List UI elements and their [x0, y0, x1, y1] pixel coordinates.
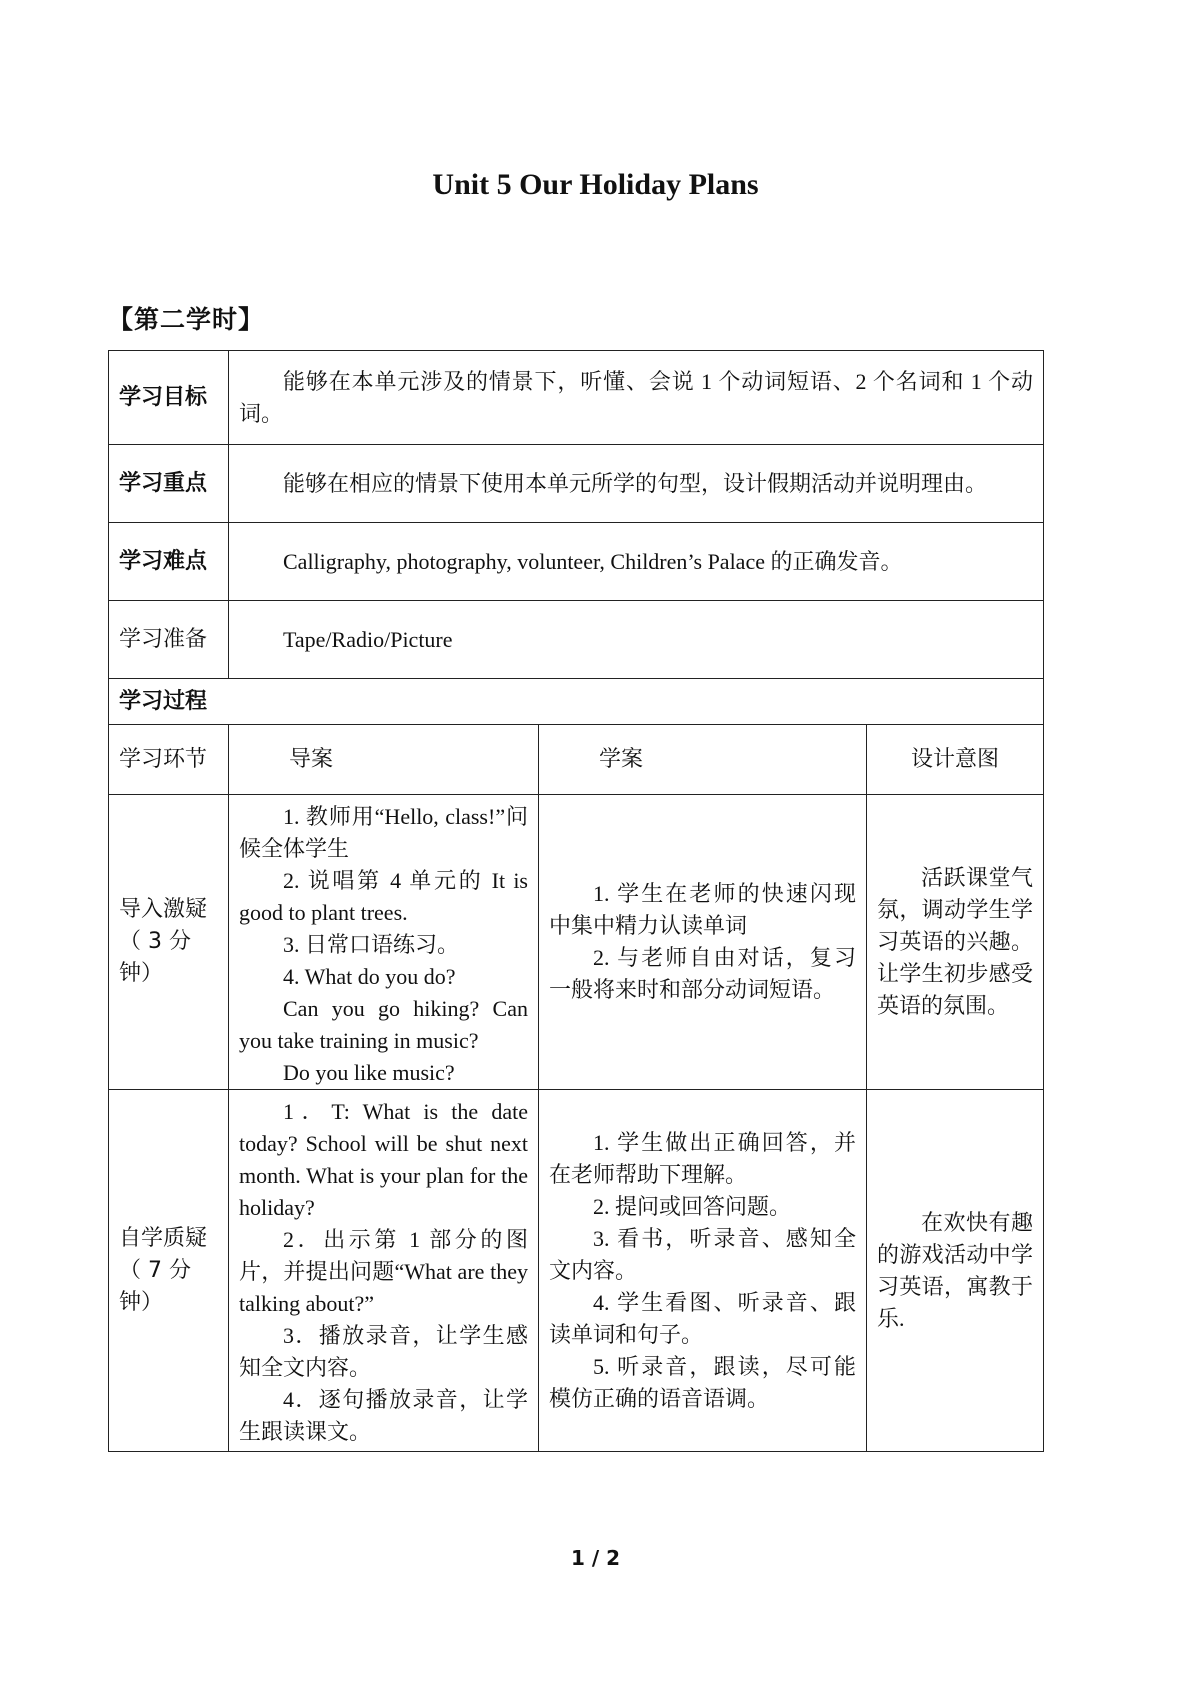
content-difficulties: Calligraphy, photography, volunteer, Children’s Palace 的正确发音。	[229, 523, 1044, 601]
label-key-points: 学习重点	[109, 445, 229, 523]
study-item: 2. 与老师自由对话，复习一般将来时和部分动词短语。	[549, 945, 856, 1002]
guide-item: Do you like music?	[283, 1060, 455, 1085]
label-difficulties: 学习难点	[109, 523, 229, 601]
guide-item: 4．逐句播放录音，让学生跟读课文。	[239, 1387, 528, 1444]
content-key-points: 能够在相应的情景下使用本单元所学的句型，设计假期活动并说明理由。	[229, 445, 1044, 523]
guide-item: 2. 说唱第 4 单元的 It is good to plant trees.	[239, 868, 528, 925]
row-difficulties	[109, 523, 1044, 601]
study-item: 4. 学生看图、听录音、跟读单词和句子。	[549, 1289, 856, 1347]
guide-item: 1. 教师用“Hello, class!”问候全体学生	[239, 804, 528, 861]
study-item: 1. 学生做出正确回答，并在老师帮助下理解。	[549, 1129, 856, 1187]
study-item: 2. 提问或回答问题。	[593, 1193, 792, 1219]
section-heading: 【第二学时】	[108, 305, 265, 334]
row-preparation	[109, 601, 1044, 679]
row-learning-goal	[109, 351, 1044, 445]
col-header-guide: 导案	[229, 725, 539, 795]
stage-text: 自学质疑（ 7 分钟）	[119, 1225, 208, 1315]
study-item: 1. 学生在老师的快速闪现中集中精力认读单词	[549, 881, 856, 938]
guide-item: 3. 日常口语练习。	[283, 932, 460, 957]
process-heading: 学习过程	[109, 679, 1044, 725]
document-title: Unit 5 Our Holiday Plans	[432, 168, 759, 201]
stage-cell	[109, 795, 229, 1090]
guide-cell	[229, 795, 539, 1090]
study-item: 5. 听录音，跟读，尽可能模仿正确的语音语调。	[549, 1353, 856, 1411]
stage-text: 导入激疑（ 3 分钟）	[119, 897, 208, 986]
stage-cell	[109, 1090, 229, 1452]
guide-item: 1．T: What is the date today? School will be shut next month. What is your plan for the holiday?	[239, 1099, 528, 1220]
row-process-heading	[109, 679, 1044, 725]
label-preparation: 学习准备	[109, 601, 229, 679]
study-cell	[539, 795, 867, 1090]
intent-text: 在欢快有趣的游戏活动中学习英语，寓教于乐.	[877, 1209, 1034, 1331]
intent-cell	[867, 795, 1044, 1090]
guide-item: 2．出示第 1 部分的图片，并提出问题“What are they talking about?”	[239, 1227, 528, 1316]
row-key-points	[109, 445, 1044, 523]
content-preparation: Tape/Radio/Picture	[229, 601, 1044, 679]
guide-item: Can you go hiking? Can you take training in music?	[239, 996, 528, 1053]
guide-cell	[229, 1090, 539, 1452]
guide-item: 4. What do you do?	[283, 964, 456, 989]
process-row	[109, 795, 1044, 1090]
intent-cell	[867, 1090, 1044, 1452]
content-learning-goal: 能够在本单元涉及的情景下，听懂、会说 1 个动词短语、2 个名词和 1 个动词。	[229, 351, 1044, 445]
page-number: 1 / 2	[570, 1546, 621, 1570]
col-header-intent: 设计意图	[867, 725, 1044, 795]
process-row	[109, 1090, 1044, 1452]
study-cell	[539, 1090, 867, 1452]
study-item: 3. 看书，听录音、感知全文内容。	[549, 1225, 856, 1283]
label-learning-goal: 学习目标	[109, 351, 229, 445]
col-header-stage: 学习环节	[109, 725, 229, 795]
guide-item: 3．播放录音，让学生感知全文内容。	[239, 1323, 528, 1380]
col-header-study: 学案	[539, 725, 867, 795]
intent-text: 活跃课堂气氛，调动学生学习英语的兴趣。让学生初步感受英语的氛围。	[877, 865, 1034, 1018]
row-column-headers	[109, 725, 1044, 795]
lesson-plan-table	[108, 350, 1044, 1452]
